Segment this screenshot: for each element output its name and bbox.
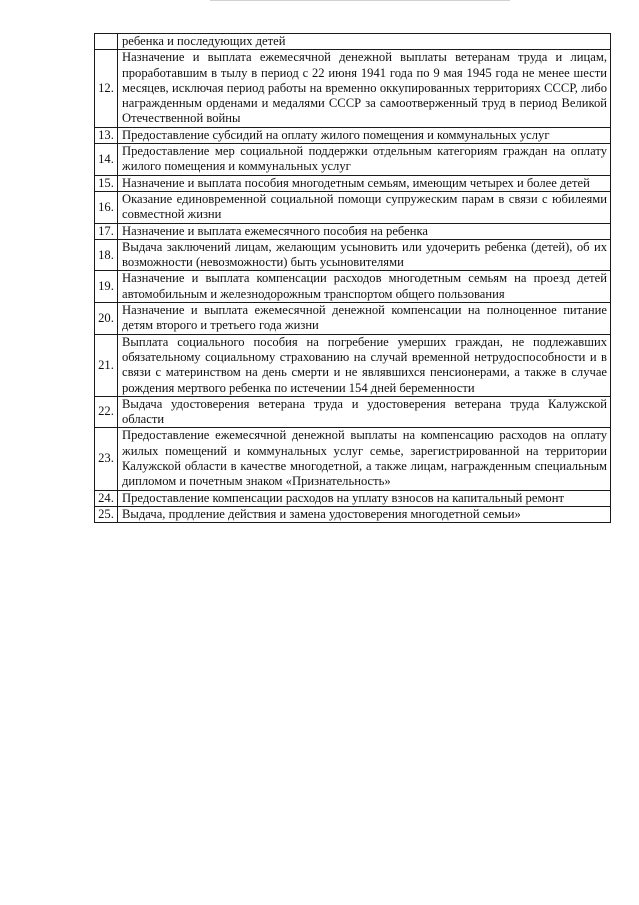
row-number: 20.	[95, 303, 118, 335]
table-row	[95, 396, 611, 428]
table-row	[95, 144, 611, 176]
table-row	[95, 490, 611, 506]
table-row	[95, 50, 611, 127]
table-row	[95, 127, 611, 143]
table-row	[95, 303, 611, 335]
service-description: Назначение и выплата ежемесячного пособия на ребенка	[118, 223, 611, 239]
service-description: Назначение и выплата пособия многодетным семьям, имеющим четырех и более детей	[118, 175, 611, 191]
service-description: Выплата социального пособия на погребение умерших граждан, не подлежавших обязательному социальному страхованию на случай временной нетрудоспособности и в связи с материнством на день смерти и не являвшихся пенсионерами, а также в случае рождения мертвого ребенка по истечении 154 дней беременности	[118, 334, 611, 396]
row-number: 25.	[95, 506, 118, 522]
row-number: 17.	[95, 223, 118, 239]
service-description: Выдача заключений лицам, желающим усыновить или удочерить ребенка (детей), об их возможности (невозможности) быть усыновителями	[118, 239, 611, 271]
service-description: Предоставление мер социальной поддержки отдельным категориям граждан на оплату жилого помещения и коммунальных услуг	[118, 144, 611, 176]
table-row	[95, 175, 611, 191]
table-row	[95, 428, 611, 490]
row-number: 15.	[95, 175, 118, 191]
row-number: 19.	[95, 271, 118, 303]
table-row	[95, 191, 611, 223]
service-description: Назначение и выплата ежемесячной денежной компенсации на полноценное питание детям второго и третьего года жизни	[118, 303, 611, 335]
service-description: Выдача, продление действия и замена удостоверения многодетной семьи»	[118, 506, 611, 522]
row-number: 22.	[95, 396, 118, 428]
row-number	[95, 34, 118, 50]
service-description: Предоставление ежемесячной денежной выплаты на компенсацию расходов на оплату жилых помещений и коммунальных услуг семье, зарегистрированной на территории Калужской области в качестве многодетной, а также лицам, награжденным специальным дипломом и почетным знаком «Признательность»	[118, 428, 611, 490]
service-description: Предоставление компенсации расходов на уплату взносов на капитальный ремонт	[118, 490, 611, 506]
table-row	[95, 271, 611, 303]
table-row	[95, 506, 611, 522]
service-description: Предоставление субсидий на оплату жилого помещения и коммунальных услуг	[118, 127, 611, 143]
service-description: ребенка и последующих детей	[118, 34, 611, 50]
service-description: Выдача удостоверения ветерана труда и удостоверения ветерана труда Калужской области	[118, 396, 611, 428]
row-number: 16.	[95, 191, 118, 223]
table-row	[95, 334, 611, 396]
row-number: 23.	[95, 428, 118, 490]
row-number: 18.	[95, 239, 118, 271]
table-row	[95, 239, 611, 271]
row-number: 13.	[95, 127, 118, 143]
row-number: 14.	[95, 144, 118, 176]
services-table-body	[95, 34, 611, 523]
service-description: Назначение и выплата компенсации расходов многодетным семьям на проезд детей автомобильным и железнодорожным транспортом общего пользования	[118, 271, 611, 303]
services-table	[94, 33, 611, 523]
service-description: Оказание единовременной социальной помощи супружеским парам в связи с юбилеями совместной жизни	[118, 191, 611, 223]
service-description: Назначение и выплата ежемесячной денежной выплаты ветеранам труда и лицам, проработавшим в тылу в период с 22 июня 1941 года по 9 мая 1945 года не менее шести месяцев, исключая период работы на временно оккупированных территориях СССР, либо награжденным орденами и медалями СССР за самоотверженный труд в период Великой Отечественной войны	[118, 50, 611, 127]
previous-page-edge	[210, 0, 510, 1]
row-number: 24.	[95, 490, 118, 506]
row-number: 12.	[95, 50, 118, 127]
table-row	[95, 34, 611, 50]
table-row	[95, 223, 611, 239]
row-number: 21.	[95, 334, 118, 396]
